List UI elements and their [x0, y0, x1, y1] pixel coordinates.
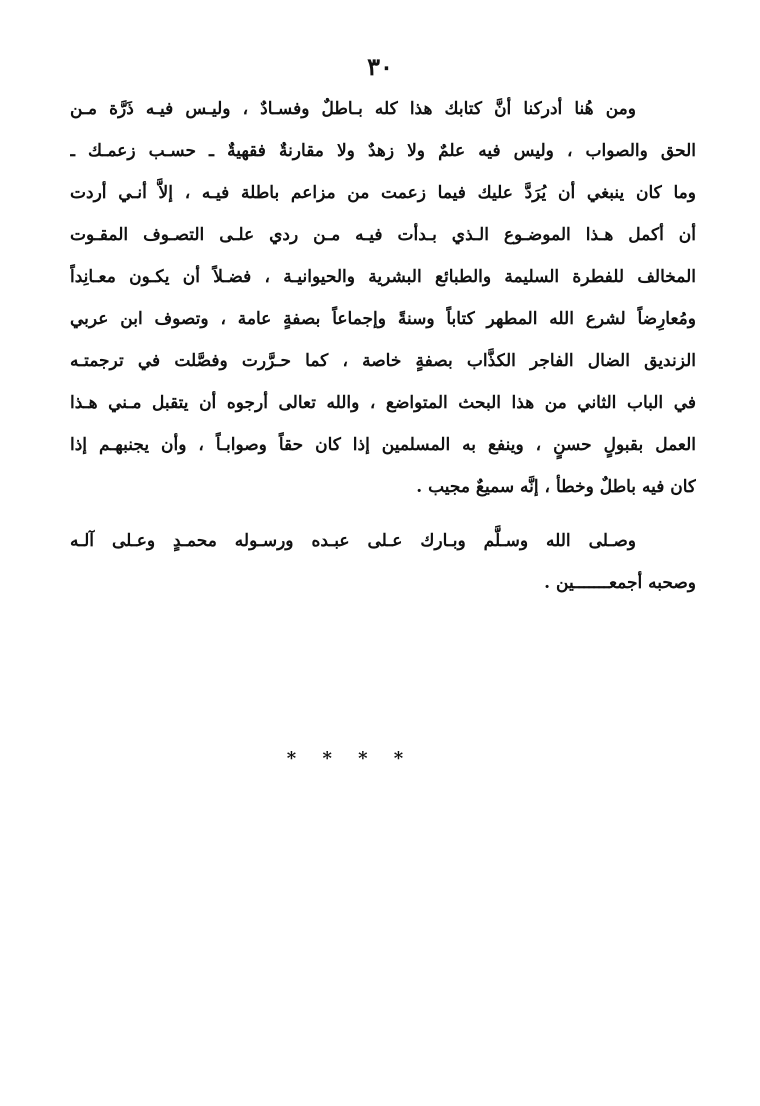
paragraph-prayer	[70, 520, 696, 604]
text-line: وصحبه أجمعـــــــين .	[544, 573, 696, 593]
text-line: أن أكمل هـذا الموضـوع الـذي بـدأت فيـه مـن ردي علـى التصـوف المقـوت	[70, 225, 696, 245]
section-separator: * * * *	[286, 748, 414, 769]
paragraph-closing-remarks	[70, 88, 696, 508]
text-line: الحق والصواب ، وليس فيه علمٌ ولا زهدٌ ولا مقارنةٌ فقهيةٌ ـ حسـب زعمـك ـ	[70, 141, 696, 161]
text-line: المخالف للفطرة السليمة والطبائع البشرية والحيوانيـة ، فضـلاً أن يكـون معـانِداً	[70, 267, 696, 287]
text-line: الزنديق الضال الفاجر الكذَّاب بصفةٍ خاصة ، كما حـرَّرت وفصَّلت في ترجمتـه	[70, 351, 696, 371]
text-line: ومُعارِضاً لشرع الله المطهر كتاباً وسنةً وإجماعاً بصفةٍ عامة ، وتصوف ابن عربي	[70, 309, 696, 329]
body-text	[70, 88, 696, 604]
page-number: ٣٠	[367, 52, 393, 81]
text-line: ومن هُنا أدركنا أنَّ كتابك هذا كله بـاطلٌ وفسـادٌ ، وليـس فيـه ذَرَّة مـن	[70, 99, 636, 119]
text-line: وصـلى الله وسـلَّم وبـارك عـلى عبـده ورسـوله محمـدٍ وعـلى آلـه	[70, 531, 636, 551]
text-line: العمل بقبولٍ حسنٍ ، وينفع به المسلمين إذا كان حقاً وصوابـاً ، وأن يجنبهـم إذا	[70, 435, 696, 455]
text-line: في الباب الثاني من هذا البحث المتواضع ، والله تعالى أرجوه أن يتقبل مـني هـذا	[70, 393, 696, 413]
text-line: كان فيه باطلٌ وخطأ ، إنَّه سميعٌ مجيب .	[416, 477, 696, 497]
paragraph-gap	[70, 508, 696, 520]
text-line: وما كان ينبغي أن يُرَدَّ عليك فيما زعمت من مزاعم باطلة فيـه ، إلاَّ أنـي أردت	[70, 183, 696, 203]
